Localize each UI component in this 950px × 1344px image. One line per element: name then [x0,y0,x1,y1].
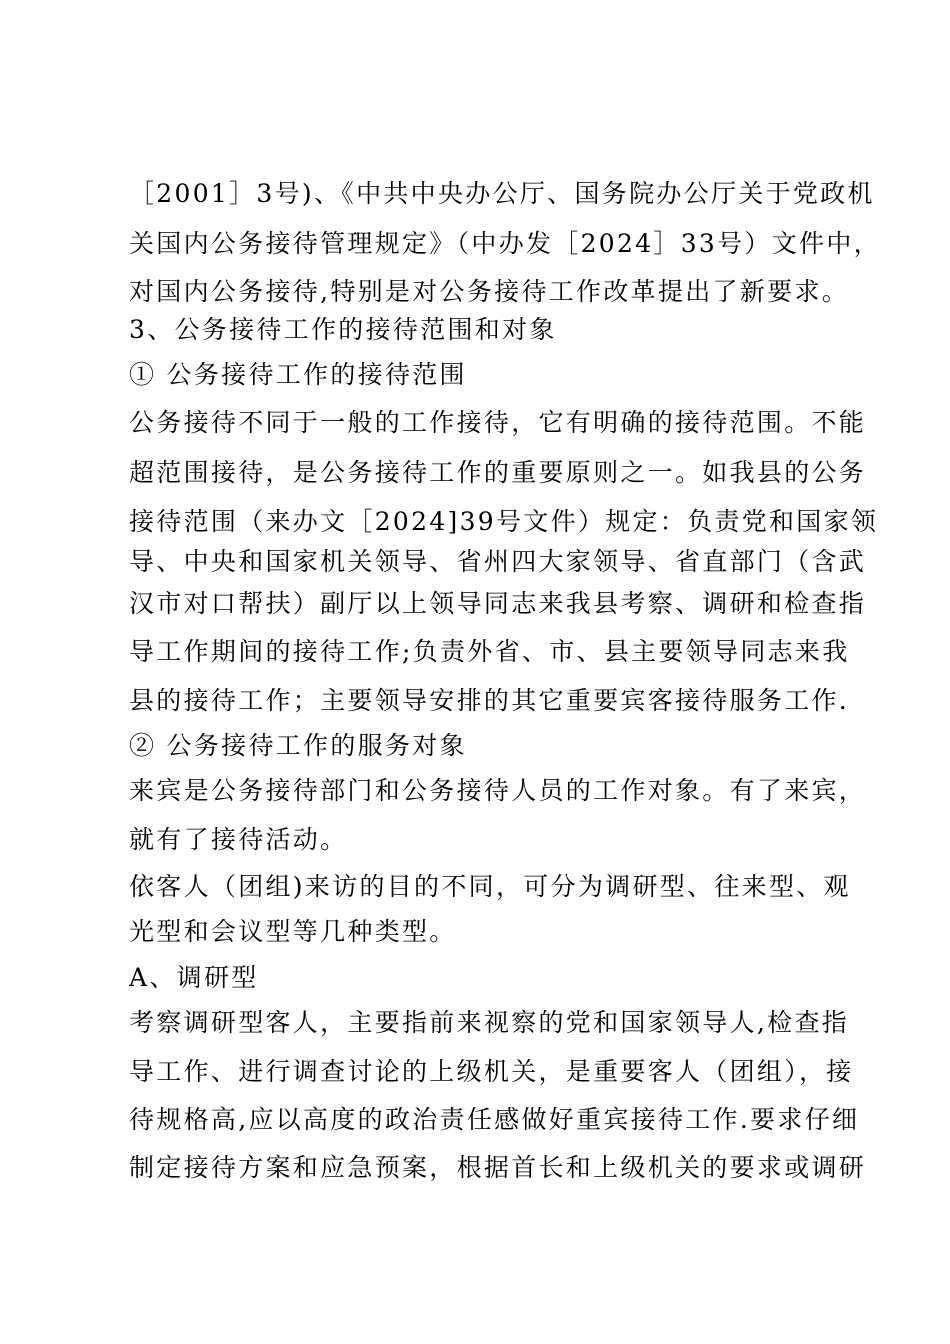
subsection-heading: ① 公务接待工作的接待范围 [129,360,467,389]
body-text-line: 对国内公务接待,特别是对公务接待工作改革提出了新要求。 [129,277,850,306]
body-text-line: 制定接待方案和应急预案，根据首长和上级机关的要求或调研 [129,1153,867,1182]
body-text-line: 超范围接待，是公务接待工作的重要原则之一。如我县的公务 [129,458,867,487]
body-text-line: 接待范围（来办文［2024]39号文件）规定：负责党和国家领 [129,507,879,536]
body-text-line: 导工作期间的接待工作;负责外省、市、县主要领导同志来我 [129,637,850,666]
body-text-line: 来宾是公务接待部门和公务接待人员的工作对象。有了来宾， [129,776,867,805]
body-text-line: 导、中央和国家机关领导、省州四大家领导、省直部门（含武 [129,547,867,576]
body-text-line: 待规格高,应以高度的政治责任感做好重宾接待工作.要求仔细 [129,1105,860,1134]
body-text-line: 关国内公务接待管理规定》（中办发［2024］33号）文件中， [129,229,881,258]
section-heading: 3、公务接待工作的接待范围和对象 [129,315,557,344]
body-text-line: 导工作、进行调查讨论的上级机关，是重要客人（团组），接 [129,1057,854,1086]
body-text-line: 县的接待工作；主要领导安排的其它重要宾客接待服务工作. [129,686,850,715]
body-text-line: 就有了接待活动。 [129,825,348,854]
body-text-line: 汉市对口帮扶）副厅以上领导同志来我县考察、调研和检查指 [129,589,867,618]
body-text-line: 光型和会议型等几种类型。 [129,917,457,946]
body-text-line: 考察调研型客人，主要指前来视察的党和国家领导人,检查指 [129,1008,850,1037]
body-text-line: ［2001］3号)、《中共中央办公厅、国务院办公厅关于党政机 [129,179,875,208]
body-text-line: 依客人（团组)来访的目的不同，可分为调研型、往来型、观 [129,872,851,901]
section-heading: A、调研型 [129,963,259,992]
subsection-heading: ② 公务接待工作的服务对象 [129,731,467,760]
body-text-line: 公务接待不同于一般的工作接待，它有明确的接待范围。不能 [129,408,867,437]
